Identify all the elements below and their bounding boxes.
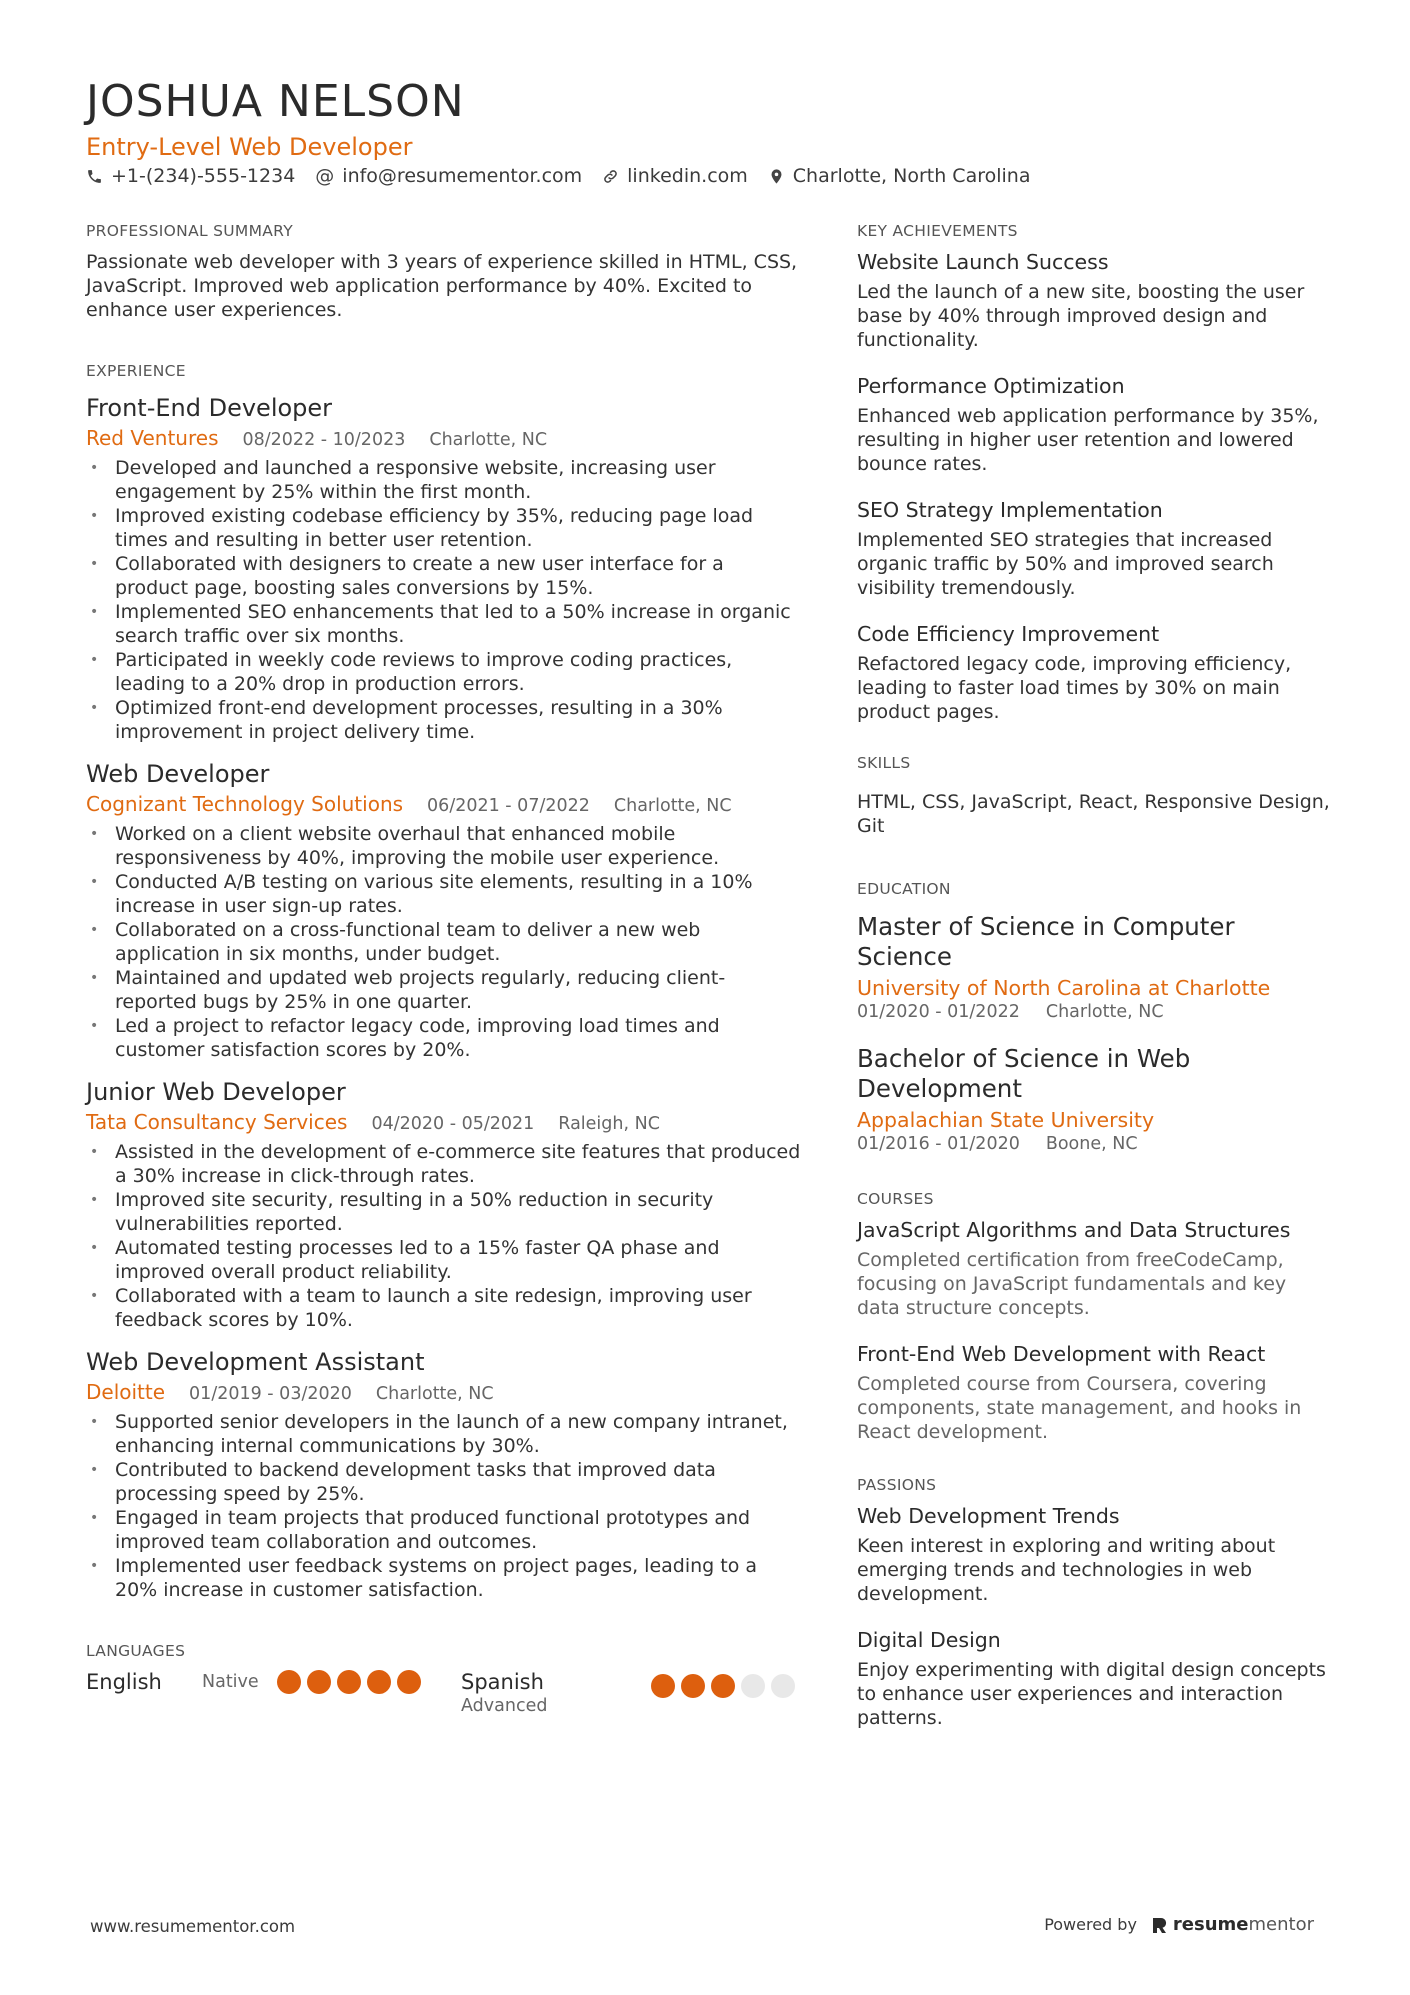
education-meta	[857, 1002, 1332, 1022]
job-bullet: • Conducted A/B testing on various site elements, resulting in a 10% increase in user sign-up rates.	[86, 870, 801, 918]
job-bullet: • Improved existing codebase efficiency by 35%, reducing page load times and resulting in better user retention.	[86, 504, 801, 552]
experience-heading: EXPERIENCE	[86, 362, 186, 380]
job-dates: 04/2020 - 05/2021	[371, 1114, 535, 1134]
skills-text: HTML, CSS, JavaScript, React, Responsive Design, Git	[857, 791, 1330, 837]
brand-logo[interactable]	[1151, 1914, 1314, 1935]
job-dates: 06/2021 - 07/2022	[427, 796, 590, 816]
education-dates: 01/2016 - 01/2020	[857, 1134, 1020, 1154]
course-title: JavaScript Algorithms and Data Structures	[857, 1218, 1291, 1242]
job-entry	[86, 1078, 801, 1332]
passion-item	[857, 1628, 1332, 1730]
job-bullet: • Assisted in the development of e-commerce site features that produced a 30% increase in click-through rates.	[86, 1140, 801, 1188]
achievement-title: Code Efficiency Improvement	[857, 622, 1160, 646]
course-text: Completed course from Coursera, covering components, state management, and hooks in React development.	[857, 1373, 1302, 1443]
job-bullet: • Maintained and updated web projects regularly, reducing client-reported bugs by 25% in one quarter.	[86, 966, 801, 1014]
education-meta	[857, 1134, 1332, 1154]
linkedin-text: linkedin.com	[627, 165, 748, 187]
passion-text: Keen interest in exploring and writing about emerging trends and technologies in web development.	[857, 1535, 1276, 1605]
education-school: University of North Carolina at Charlotte	[857, 976, 1271, 1000]
link-icon	[602, 168, 619, 185]
passion-text: Enjoy experimenting with digital design concepts to enhance user experiences and interaction patterns.	[857, 1659, 1326, 1729]
contact-linkedin[interactable]	[602, 165, 748, 187]
footer-powered	[1044, 1914, 1314, 1935]
location-text: Charlotte, North Carolina	[792, 165, 1031, 187]
achievement-text: Implemented SEO strategies that increased organic traffic by 50% and improved search visibility tremendously.	[857, 529, 1274, 599]
rating-dot	[651, 1674, 675, 1698]
phone-text: +1-(234)-555-1234	[111, 165, 296, 187]
skills-heading: SKILLS	[857, 754, 911, 772]
rating-dot	[741, 1674, 765, 1698]
education-location: Boone, NC	[1045, 1134, 1138, 1154]
candidate-title: Entry-Level Web Developer	[86, 133, 413, 161]
job-bullet: • Engaged in team projects that produced functional prototypes and improved team collaboration and outcomes.	[86, 1506, 801, 1554]
rating-dot	[367, 1670, 391, 1694]
job-meta	[86, 1380, 801, 1404]
language-name: Spanish	[461, 1670, 544, 1694]
language-level: Native	[202, 1672, 259, 1692]
job-bullets	[86, 1140, 801, 1332]
achievement-text: Refactored legacy code, improving efficiency, leading to faster load times by 30% on main product pages.	[857, 653, 1292, 723]
rating-dot	[307, 1670, 331, 1694]
job-bullet: • Collaborated on a cross-functional team to deliver a new web application in six months, under budget.	[86, 918, 801, 966]
job-location: Charlotte, NC	[375, 1384, 494, 1404]
job-entry	[86, 760, 801, 1062]
job-title: Web Development Assistant	[86, 1348, 425, 1376]
rating-dot	[337, 1670, 361, 1694]
rating-dot	[711, 1674, 735, 1698]
achievement-item	[857, 622, 1332, 724]
job-title: Web Developer	[86, 760, 270, 788]
contact-bar	[86, 165, 1030, 187]
job-dates: 08/2022 - 10/2023	[242, 430, 406, 450]
achievements-heading: KEY ACHIEVEMENTS	[857, 222, 1018, 240]
job-location: Charlotte, NC	[613, 796, 732, 816]
summary-text: Passionate web developer with 3 years of experience skilled in HTML, CSS, JavaScript. Improved web application performance by 40%. Excited to enhance user experiences.	[86, 251, 798, 321]
course-text: Completed certification from freeCodeCamp, focusing on JavaScript fundamentals and key data structure concepts.	[857, 1249, 1287, 1319]
courses-section	[857, 1190, 1332, 1444]
job-bullet: • Implemented user feedback systems on project pages, leading to a 20% increase in customer satisfaction.	[86, 1554, 801, 1602]
rating-dot	[771, 1674, 795, 1698]
course-title: Front-End Web Development with React	[857, 1342, 1266, 1366]
skills-section	[857, 754, 1332, 838]
job-bullet: • Contributed to backend development tasks that improved data processing speed by 25%.	[86, 1458, 801, 1506]
education-school: Appalachian State University	[857, 1108, 1155, 1132]
job-title: Junior Web Developer	[86, 1078, 346, 1106]
rating-dot	[277, 1670, 301, 1694]
job-bullets	[86, 456, 801, 744]
job-company: Deloitte	[86, 1380, 166, 1404]
job-bullet: • Optimized front-end development processes, resulting in a 30% improvement in project delivery time.	[86, 696, 801, 744]
passion-item	[857, 1504, 1332, 1606]
job-bullets	[86, 1410, 801, 1602]
education-dates: 01/2020 - 01/2022	[857, 1002, 1020, 1022]
passion-title: Digital Design	[857, 1628, 1001, 1652]
job-meta	[86, 1110, 801, 1134]
left-column	[86, 222, 801, 1716]
job-bullet: • Collaborated with a team to launch a site redesign, improving user feedback scores by 10%.	[86, 1284, 801, 1332]
language-rating	[277, 1670, 421, 1694]
passions-section	[857, 1476, 1332, 1730]
summary-heading: PROFESSIONAL SUMMARY	[86, 222, 294, 240]
brand-light: mentor	[1248, 1914, 1314, 1935]
location-pin-icon	[768, 168, 785, 185]
job-bullet: • Automated testing processes led to a 15% faster QA phase and improved overall product reliability.	[86, 1236, 801, 1284]
education-heading: EDUCATION	[857, 880, 951, 898]
contact-phone[interactable]	[86, 165, 295, 187]
education-degree: Bachelor of Science in Web Development	[857, 1044, 1191, 1103]
job-bullet: • Developed and launched a responsive website, increasing user engagement by 25% within the first month.	[86, 456, 801, 504]
right-column	[857, 222, 1332, 1772]
job-meta	[86, 792, 801, 816]
languages-row	[86, 1670, 801, 1716]
language-level: Advanced	[461, 1696, 548, 1716]
powered-by-label: Powered by	[1044, 1915, 1137, 1934]
courses-heading: COURSES	[857, 1190, 934, 1208]
language-name: English	[86, 1670, 162, 1694]
achievement-text: Enhanced web application performance by 35%, resulting in higher user retention and lowered bounce rates.	[857, 405, 1319, 475]
candidate-name: JOSHUA NELSON	[86, 76, 465, 127]
job-dates: 01/2019 - 03/2020	[189, 1384, 352, 1404]
job-entry	[86, 1348, 801, 1602]
language-item	[461, 1670, 796, 1716]
job-bullet: • Supported senior developers in the launch of a new company intranet, enhancing internal communications by 30%.	[86, 1410, 801, 1458]
education-location: Charlotte, NC	[1045, 1002, 1164, 1022]
passions-heading: PASSIONS	[857, 1476, 937, 1494]
job-meta	[86, 426, 801, 450]
language-label-group	[461, 1670, 651, 1716]
footer-website[interactable]: www.resumementor.com	[90, 1917, 296, 1936]
at-icon: @	[315, 165, 335, 187]
email-text: info@resumementor.com	[342, 165, 583, 187]
job-location: Charlotte, NC	[429, 430, 548, 450]
achievement-title: Website Launch Success	[857, 250, 1109, 274]
languages-heading: LANGUAGES	[86, 1642, 186, 1660]
achievement-item	[857, 374, 1332, 476]
achievement-title: SEO Strategy Implementation	[857, 498, 1163, 522]
brand-bold: resume	[1172, 1914, 1249, 1935]
job-company: Tata Consultancy Services	[86, 1110, 348, 1134]
contact-location	[768, 165, 1031, 187]
job-bullet: • Improved site security, resulting in a 50% reduction in security vulnerabilities reported.	[86, 1188, 801, 1236]
job-bullet: • Implemented SEO enhancements that led to a 50% increase in organic search traffic over six months.	[86, 600, 801, 648]
rating-dot	[681, 1674, 705, 1698]
job-bullets	[86, 822, 801, 1062]
job-bullet: • Worked on a client website overhaul that enhanced mobile responsiveness by 40%, improving the mobile user experience.	[86, 822, 801, 870]
job-location: Raleigh, NC	[558, 1114, 660, 1134]
education-item	[857, 1044, 1332, 1154]
achievement-text: Led the launch of a new site, boosting the user base by 40% through improved design and functionality.	[857, 281, 1305, 351]
phone-icon	[86, 168, 103, 185]
job-company: Cognizant Technology Solutions	[86, 792, 404, 816]
achievement-item	[857, 250, 1332, 352]
resumementor-logo-icon	[1151, 1916, 1167, 1934]
language-rating	[651, 1674, 795, 1698]
education-section	[857, 880, 1332, 1154]
education-degree: Master of Science in Computer Science	[857, 912, 1235, 971]
language-item	[86, 1670, 461, 1694]
course-item	[857, 1218, 1332, 1320]
passion-title: Web Development Trends	[857, 1504, 1120, 1528]
achievements-section	[857, 222, 1332, 724]
job-bullet: • Collaborated with designers to create a new user interface for a product page, boosting sales conversions by 15%.	[86, 552, 801, 600]
achievement-item	[857, 498, 1332, 600]
job-bullet: • Participated in weekly code reviews to improve coding practices, leading to a 20% drop in production errors.	[86, 648, 801, 696]
job-bullet: • Led a project to refactor legacy code, improving load times and customer satisfaction scores by 20%.	[86, 1014, 801, 1062]
contact-email[interactable]	[315, 165, 582, 187]
job-entry	[86, 394, 801, 744]
course-item	[857, 1342, 1332, 1444]
achievement-title: Performance Optimization	[857, 374, 1125, 398]
rating-dot	[397, 1670, 421, 1694]
education-item	[857, 912, 1332, 1022]
job-company: Red Ventures	[86, 426, 219, 450]
job-title: Front-End Developer	[86, 394, 333, 422]
